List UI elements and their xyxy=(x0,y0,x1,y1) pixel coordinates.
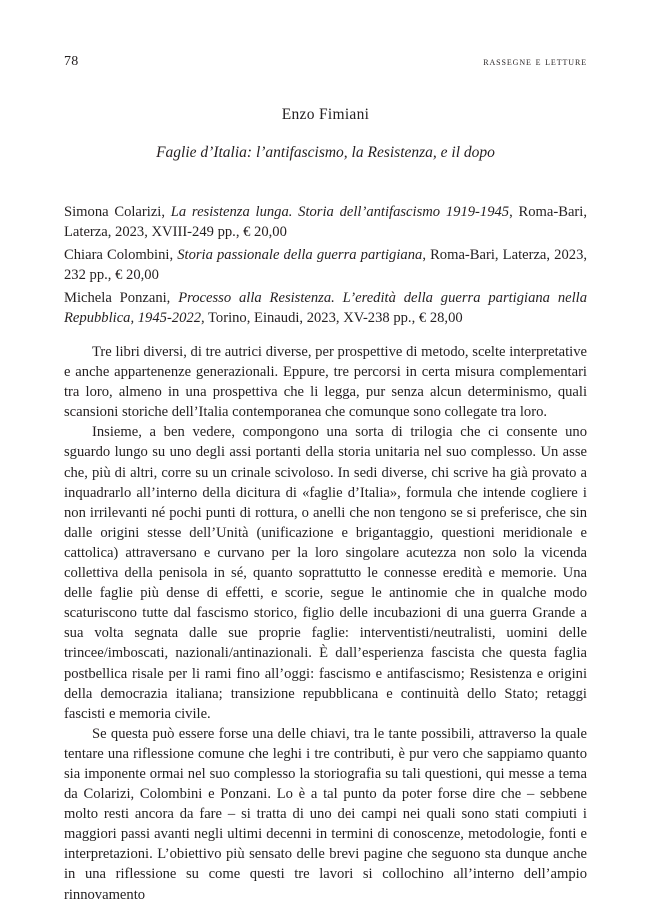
book-details: , Torino, Einaudi, 2023, XV-238 pp., € 28,00 xyxy=(201,310,463,326)
section-title: rassegne e letture xyxy=(483,56,587,68)
body-paragraph: Se questa può essere forse una delle chiavi, tra le tante possibili, attraverso la quale tentare una riflessione comune che leghi i tre contributi, è pur vero che sappiamo quanto sia imponente ormai nel suo complesso la storiografia su tali questioni, qui messe a tema da Colarizi, Colombini e Ponzani. Lo è a tal punto da poter forse dire che – sebbene molto resti ancora da fare – si tratta di uno dei campi nei quali sono stati compiuti i maggiori passi avanti negli ultimi decenni in termini di conoscenze, metodologie, fonti e interpretazioni. L’obiettivo più sensato delle brevi pagine che seguono sta dunque anche in una riflessione su come questi tre lavori si collochino all’interno dell’ampio rinnovamento xyxy=(64,725,587,903)
book-details: , Roma-Bari, Laterza, 2023, 232 pp., € 20,00 xyxy=(64,247,588,283)
page-number: 78 xyxy=(64,54,79,69)
book-reference xyxy=(64,245,587,285)
book-title: Processo alla Resistenza. L’eredità della guerra partigiana nella Repubblica, 1945-2022 xyxy=(64,290,587,326)
body-paragraph: Insieme, a ben vedere, compongono una sorta di trilogia che ci consente uno sguardo lungo su uno degli assi portanti della storia unitaria nel suo complesso. Un asse che, più di altri, corre su un crinale scivoloso. In sedi diverse, chi scrive ha già provato a inquadrarlo all’interno della dicitura di «faglie d’Italia», formula che intende cogliere i non irrilevanti né pochi punti di rottura, o anelli che non tengono se si preferisce, che sin dalle origini stesse dell’Unità (unificazione e brigantaggio, questioni meridionale e cattolica) attraversano e curvano per la loro singolare acutezza non solo la vicenda collettiva della penisola in sé, quanto soprattutto le connesse eredità e memorie. Una delle faglie più dense di effetti, e scorie, segue le antinomie che in qualche modo scaturiscono tutte dal fascismo storico, figlio delle incubazioni di una guerra Grande a sua volta segnata dalle sue proprie faglie: interventisti/neutralisti, uomini delle trincee/imboscati, nazionali/antinazionali. È dall’esperienza fascista che questa faglia postbellica risale per li rami fino all’oggi: fascismo e antifascismo; Resistenza e origini della democrazia italiana; transizione repubblicana e continuità dello Stato; retaggi fascisti e memoria civile. xyxy=(64,424,587,722)
book-details: , Roma-Bari, Laterza, 2023, XVIII-249 pp., € 20,00 xyxy=(64,204,587,240)
book-author: Chiara Colombini, xyxy=(64,247,178,263)
book-reference xyxy=(64,288,587,328)
page xyxy=(64,0,587,911)
article-body xyxy=(64,342,587,905)
reviewed-books-list xyxy=(64,202,587,331)
body-paragraph: Tre libri diversi, di tre autrici diverse, per prospettive di metodo, scelte interpretative e anche appartenenze generazionali. Eppure, tre percorsi in certa misura complementari tra loro, almeno in una prospettiva che li legga, pur senza alcun determinismo, quali scansioni storiche dell’Italia contemporanea che comunque sono collegate tra loro. xyxy=(64,344,587,421)
book-title: La resistenza lunga. Storia dell’antifascismo 1919-1945 xyxy=(170,204,510,220)
article-subtitle: Faglie d’Italia: l’antifascismo, la Resistenza, e il dopo xyxy=(156,144,495,161)
article-author: Enzo Fimiani xyxy=(281,106,370,123)
book-author: Simona Colarizi, xyxy=(64,204,171,220)
running-head xyxy=(64,54,587,72)
book-author: Michela Ponzani, xyxy=(64,290,179,306)
book-reference xyxy=(64,202,587,242)
book-title: Storia passionale della guerra partigiana xyxy=(177,247,423,263)
